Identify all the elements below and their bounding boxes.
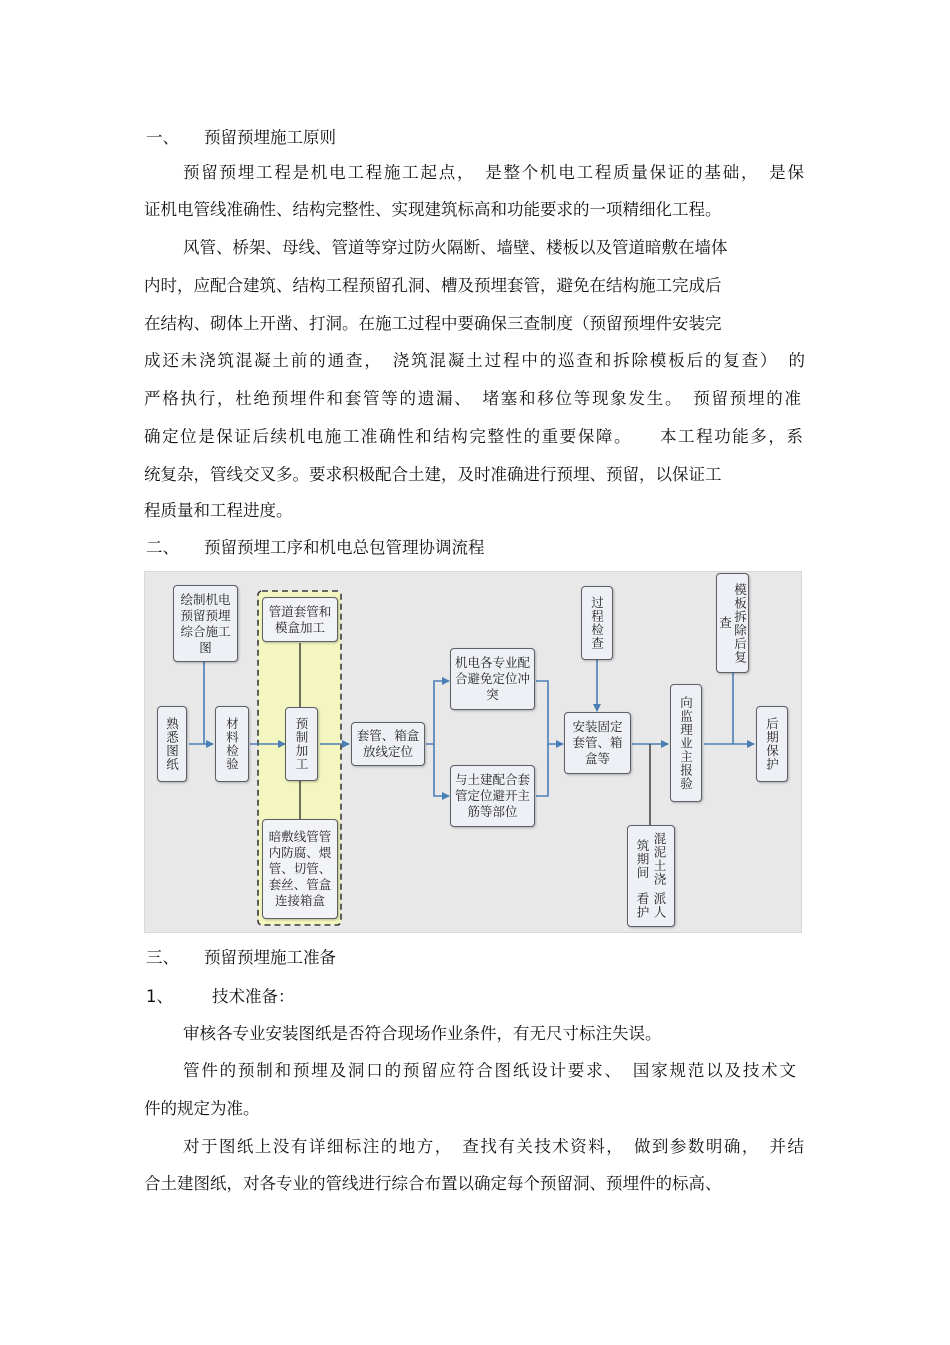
node-avoid-conflict: 机电各专业配合避免定位冲突 (450, 648, 535, 710)
paragraph-line: 证机电管线准确性、结构完整性、实现建筑标高和功能要求的一项精细化工程。 (144, 200, 722, 219)
paragraph-line: 在结构、砌体上开凿、打洞。在施工过程中要确保三查制度（预留预埋件安装完 (144, 314, 722, 333)
paragraph-line: 程质量和工程进度。 (144, 501, 293, 520)
paragraph-line: 对于图纸上没有详细标注的地方， 查找有关技术资料， 做到参数明确， 并结 (183, 1137, 804, 1156)
node-layout-positioning: 套管、箱盒放线定位 (351, 722, 425, 766)
section-number: 一、 (146, 128, 179, 147)
section-heading-3 (146, 947, 336, 969)
section-number: 二、 (146, 538, 179, 557)
node-formwork-recheck: 模板拆除后复查 (716, 573, 749, 673)
node-report-inspection: 向监理业主报验 (670, 684, 702, 802)
node-conduit-processing: 暗敷线管管内防腐、煨管、切管、套丝、管盒连接箱盒 (262, 819, 338, 919)
paragraph-line: 预留预埋工程是机电工程施工起点， 是整个机电工程质量保证的基础， 是保 (183, 163, 804, 182)
section-title: 预留预埋工序和机电总包管理协调流程 (204, 538, 485, 557)
subsection-heading-1 (146, 986, 295, 1008)
paragraph-line: 成还未浇筑混凝土前的通查， 浇筑混凝土过程中的巡查和拆除模板后的复查） 的 (144, 351, 805, 370)
paragraph-line: 合土建图纸，对各专业的管线进行综合布置以确定每个预留洞、预埋件的标高、 (144, 1174, 722, 1193)
node-civil-coordination: 与土建配合套管定位避开主筋等部位 (450, 765, 535, 827)
paragraph-line: 风管、桥架、母线、管道等穿过防火隔断、墙壁、楼板以及管道暗敷在墙体 (183, 238, 728, 257)
section-number: 三、 (146, 948, 179, 967)
node-later-protection: 后期保护 (756, 706, 788, 782)
paragraph-line: 管件的预制和预埋及洞口的预留应符合图纸设计要求、 国家规范以及技术文 (183, 1061, 796, 1080)
subsection-title: 技术准备： (212, 987, 295, 1006)
node-pour-guard-col1: 混泥土浇筑期间 (635, 831, 667, 886)
node-prefab-processing: 预制加工 (285, 707, 318, 781)
node-draw-drawings: 绘制机电预留预埋综合施工图 (173, 585, 238, 662)
section-heading-1 (146, 127, 336, 149)
node-install-fix: 安装固定套管、箱盒等 (564, 712, 631, 774)
node-pour-guard (627, 825, 675, 927)
paragraph-line: 审核各专业安装图纸是否符合现场作业条件，有无尺寸标注失误。 (183, 1024, 662, 1043)
section-title: 预留预埋施工准备 (204, 948, 336, 967)
node-pour-guard-col2: 派人看护 (635, 892, 667, 920)
paragraph-line: 件的规定为准。 (144, 1099, 260, 1118)
paragraph-line: 严格执行，杜绝预埋件和套管等的遗漏、 堵塞和移位等现象发生。 预留预埋的准 (144, 389, 801, 408)
paragraph-line: 统复杂，管线交叉多。要求积极配合土建，及时准确进行预埋、预留，以保证工 (144, 465, 722, 484)
paragraph-line: 确定位是保证后续机电施工准确性和结构完整性的重要保障。 本工程功能多，系 (144, 427, 803, 446)
node-pipe-sleeve-processing: 管道套管和模盒加工 (262, 597, 338, 642)
section-title: 预留预埋施工原则 (204, 128, 336, 147)
node-material-inspection: 材料检验 (215, 706, 249, 782)
paragraph-line: 内时，应配合建筑、结构工程预留孔洞、槽及预埋套管，避免在结构施工完成后 (144, 276, 722, 295)
node-familiar-drawings: 熟悉图纸 (157, 706, 187, 782)
section-heading-2 (146, 537, 485, 559)
node-process-inspection: 过程检查 (581, 586, 613, 660)
subsection-number: 1、 (146, 987, 173, 1006)
flowchart (144, 571, 802, 933)
